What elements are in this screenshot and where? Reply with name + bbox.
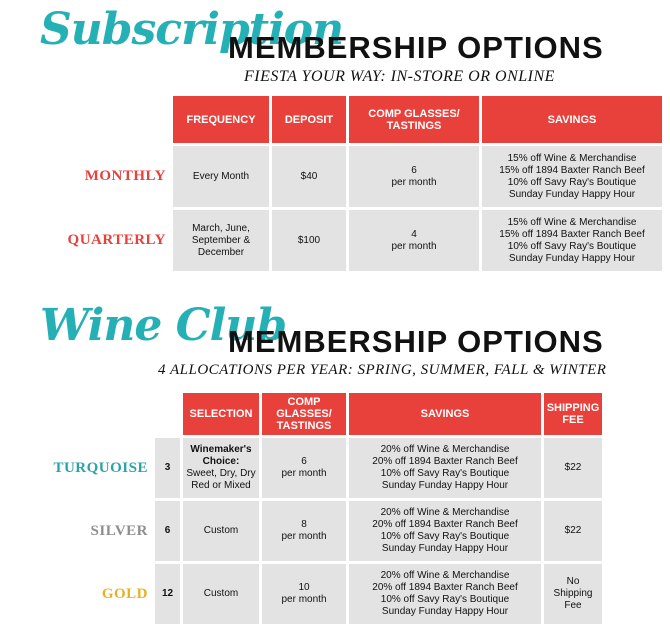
table-row bbox=[44, 564, 602, 624]
deposit-cell: $100 bbox=[272, 210, 346, 271]
comp-count: 4 bbox=[411, 228, 417, 240]
savings-line: Sunday Funday Happy Hour bbox=[508, 188, 636, 200]
subscription-script-title: Subscription bbox=[40, 4, 344, 55]
bottle-count: 3 bbox=[155, 438, 180, 498]
comp-unit: per month bbox=[391, 240, 437, 252]
header-savings: SAVINGS bbox=[349, 393, 541, 435]
savings-line: 20% off 1894 Baxter Ranch Beef bbox=[372, 519, 518, 530]
shipping-line: Shipping bbox=[553, 588, 593, 599]
header-savings: SAVINGS bbox=[482, 96, 662, 143]
tier-quarterly: QUARTERLY bbox=[54, 210, 170, 271]
savings-line: 20% off Wine & Merchandise bbox=[380, 507, 510, 518]
selection-title: Winemaker's Choice: bbox=[190, 444, 252, 467]
savings-cell bbox=[349, 564, 541, 624]
savings-line: 20% off Wine & Merchandise bbox=[380, 444, 510, 455]
savings-line: Sunday Funday Happy Hour bbox=[381, 480, 509, 491]
savings-cell bbox=[482, 210, 662, 271]
savings-line: 15% off 1894 Baxter Ranch Beef bbox=[499, 164, 645, 176]
savings-line: 15% off Wine & Merchandise bbox=[507, 216, 637, 228]
savings-line: Sunday Funday Happy Hour bbox=[381, 606, 509, 617]
savings-line: 10% off Savy Ray's Boutique bbox=[380, 594, 510, 605]
selection-cell bbox=[183, 438, 259, 498]
frequency-line: December bbox=[197, 246, 245, 258]
header-selection: SELECTION bbox=[183, 393, 259, 435]
frequency-line: March, June, bbox=[192, 222, 250, 234]
wine-club-script-title: Wine Club bbox=[40, 300, 287, 351]
frequency-cell: Every Month bbox=[173, 146, 269, 207]
wine-club-subtitle: 4 ALLOCATIONS PER YEAR: SPRING, SUMMER, FALL & WINTER bbox=[158, 362, 607, 378]
savings-line: 20% off Wine & Merchandise bbox=[380, 570, 510, 581]
tier-monthly: MONTHLY bbox=[54, 146, 170, 207]
header-comp: COMP GLASSES/ TASTINGS bbox=[349, 96, 479, 143]
wine-club-title: MEMBERSHIP OPTIONS bbox=[228, 324, 604, 359]
savings-line: 10% off Savy Ray's Boutique bbox=[380, 468, 510, 479]
shipping-cell: $22 bbox=[544, 438, 602, 498]
header-deposit: DEPOSIT bbox=[272, 96, 346, 143]
savings-line: 20% off 1894 Baxter Ranch Beef bbox=[372, 456, 518, 467]
selection-cell: Custom bbox=[183, 501, 259, 561]
subscription-table bbox=[51, 93, 665, 274]
frequency-cell bbox=[173, 210, 269, 271]
tier-gold: GOLD bbox=[44, 564, 152, 624]
subscription-title: MEMBERSHIP OPTIONS bbox=[228, 30, 604, 65]
comp-unit: per month bbox=[281, 468, 327, 479]
table-row bbox=[54, 146, 662, 207]
deposit-cell: $40 bbox=[272, 146, 346, 207]
savings-line: Sunday Funday Happy Hour bbox=[381, 543, 509, 554]
savings-cell bbox=[349, 438, 541, 498]
comp-cell bbox=[349, 146, 479, 207]
savings-line: 10% off Savy Ray's Boutique bbox=[380, 531, 510, 542]
savings-cell bbox=[349, 501, 541, 561]
savings-line: 10% off Savy Ray's Boutique bbox=[507, 176, 637, 188]
selection-line: Sweet, Dry, Dry bbox=[186, 468, 256, 479]
tier-silver: SILVER bbox=[44, 501, 152, 561]
header-shipping: SHIPPING FEE bbox=[544, 393, 602, 435]
subscription-subtitle: FIESTA YOUR WAY: IN-STORE OR ONLINE bbox=[244, 68, 555, 85]
bottle-count: 6 bbox=[155, 501, 180, 561]
frequency-line: September & bbox=[191, 234, 251, 246]
table-row bbox=[44, 501, 602, 561]
header-frequency: FREQUENCY bbox=[173, 96, 269, 143]
savings-line: 10% off Savy Ray's Boutique bbox=[507, 240, 637, 252]
savings-line: 20% off 1894 Baxter Ranch Beef bbox=[372, 582, 518, 593]
savings-line: 15% off 1894 Baxter Ranch Beef bbox=[499, 228, 645, 240]
shipping-line: No bbox=[566, 576, 580, 587]
comp-cell bbox=[349, 210, 479, 271]
comp-unit: per month bbox=[281, 594, 327, 605]
selection-cell: Custom bbox=[183, 564, 259, 624]
wine-club-table bbox=[41, 390, 605, 627]
shipping-cell: $22 bbox=[544, 501, 602, 561]
savings-line: Sunday Funday Happy Hour bbox=[508, 252, 636, 264]
shipping-cell bbox=[544, 564, 602, 624]
comp-count: 10 bbox=[298, 582, 310, 593]
savings-line: 15% off Wine & Merchandise bbox=[507, 152, 637, 164]
bottle-count: 12 bbox=[155, 564, 180, 624]
table-row bbox=[44, 438, 602, 498]
savings-cell bbox=[482, 146, 662, 207]
comp-count: 6 bbox=[411, 164, 417, 176]
comp-cell bbox=[262, 564, 346, 624]
comp-unit: per month bbox=[391, 176, 437, 188]
comp-unit: per month bbox=[281, 531, 327, 542]
table-row bbox=[54, 210, 662, 271]
comp-cell bbox=[262, 501, 346, 561]
selection-line: Red or Mixed bbox=[191, 480, 251, 491]
shipping-line: Fee bbox=[564, 600, 582, 611]
tier-turquoise: TURQUOISE bbox=[44, 438, 152, 498]
header-comp: COMP GLASSES/ TASTINGS bbox=[262, 393, 346, 435]
comp-count: 6 bbox=[301, 456, 307, 467]
comp-cell bbox=[262, 438, 346, 498]
comp-count: 8 bbox=[301, 519, 307, 530]
